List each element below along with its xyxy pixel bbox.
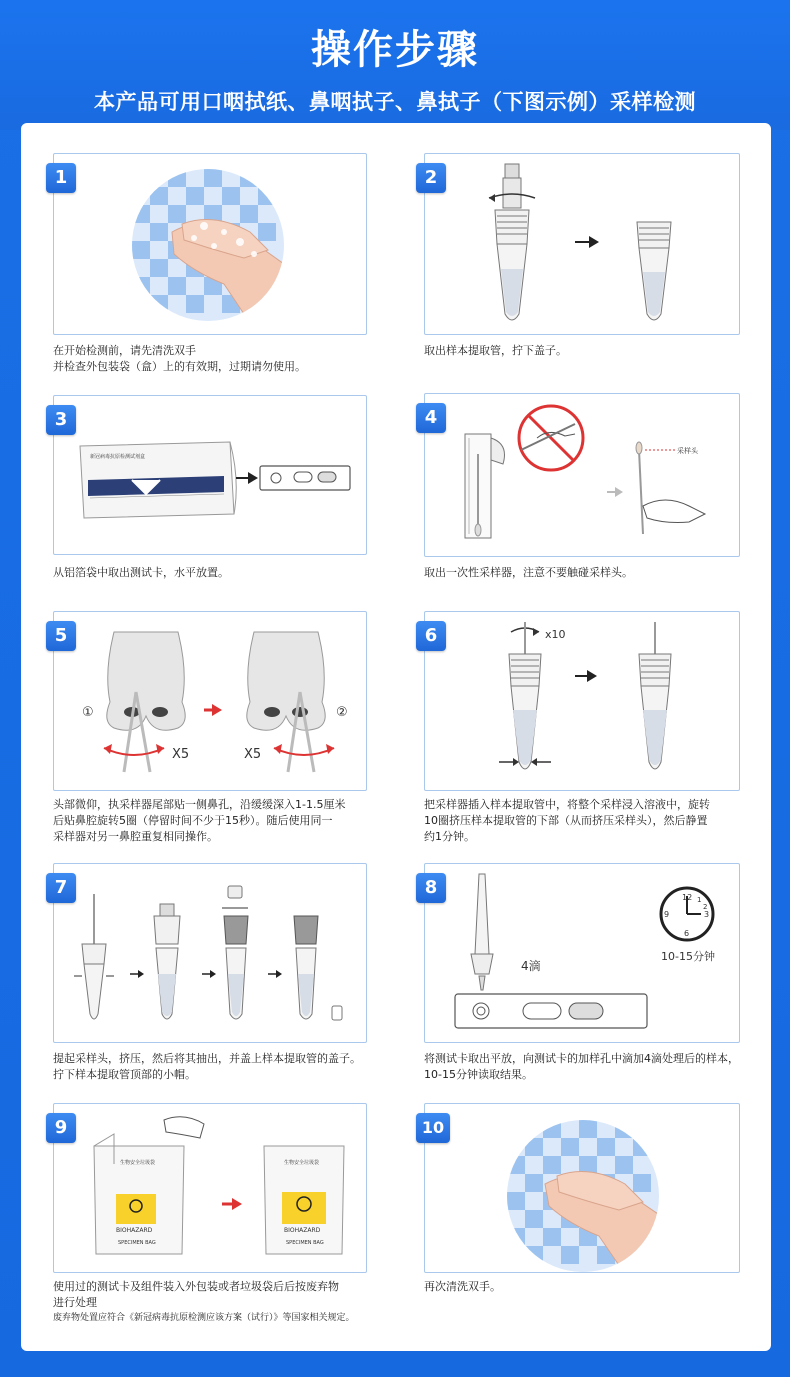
step-3-illustration bbox=[53, 395, 367, 555]
step-5-badge: 5 bbox=[46, 621, 76, 651]
svg-text:12: 12 bbox=[682, 893, 693, 902]
step-8-illustration bbox=[424, 863, 740, 1043]
disposal-note: 废弃物处置应符合《新冠病毒抗原检测应该方案（试行）》等国家相关规定。 bbox=[53, 1313, 355, 1323]
svg-text:1: 1 bbox=[697, 896, 702, 904]
step-3-badge: 3 bbox=[46, 405, 76, 435]
svg-text:X5: X5 bbox=[244, 747, 262, 762]
step-9-caption: 使用过的测试卡及组件装入外包装或者垃圾袋后后按废弃物 进行处理 废弃物处置应符合《新冠病毒抗原检测应该方案（试行）》等国家相关规定。 bbox=[53, 1279, 413, 1325]
page-title: 操作步骤 bbox=[311, 27, 479, 73]
step-7-caption: 提起采样头，挤压，然后将其抽出，并盖上样本提取管的盖子。 拧下样本提取管顶部的小帽。 bbox=[53, 1052, 361, 1081]
svg-text:采样头: 采样头 bbox=[677, 447, 698, 455]
step-4-illustration bbox=[424, 393, 740, 557]
step-2-badge: 2 bbox=[416, 163, 446, 193]
svg-text:3: 3 bbox=[704, 910, 710, 919]
step-4-caption: 取出一次性采样器，注意不要触碰采样头。 bbox=[424, 566, 633, 579]
step-9-illustration bbox=[53, 1103, 367, 1273]
step-5-illustration bbox=[53, 611, 367, 791]
svg-text:BIOHAZARD: BIOHAZARD bbox=[116, 1227, 153, 1234]
step-1-badge: 1 bbox=[46, 163, 76, 193]
svg-text:2: 2 bbox=[703, 903, 708, 911]
svg-text:SPECIMEN BAG: SPECIMEN BAG bbox=[286, 1240, 324, 1246]
step-6-badge: 6 bbox=[416, 621, 446, 651]
step-9-badge: 9 bbox=[46, 1113, 76, 1143]
step-5-caption: 头部微仰，执采样器尾部贴一侧鼻孔，沿缓缓深入1-1.5厘米 后贴鼻腔旋转5圈（停留时间不少于15秒）。随后使用同一 采样器对另一鼻腔重复相同操作。 bbox=[53, 798, 346, 843]
step-8-caption: 将测试卡取出平放，向测试卡的加样孔中滴加4滴处理后的样本， 10-15分钟读取结果。 bbox=[424, 1052, 739, 1081]
step-6-caption: 把采样器插入样本提取管中，将整个采样浸入溶液中，旋转 10圈挤压样本提取管的下部（从而挤压采样头），然后静置 约1分钟。 bbox=[424, 798, 710, 843]
step-7-badge: 7 bbox=[46, 873, 76, 903]
steps-panel bbox=[21, 123, 771, 1351]
svg-text:①: ① bbox=[82, 705, 94, 720]
step-2-caption: 取出样本提取管，拧下盖子。 bbox=[424, 344, 567, 357]
svg-text:10-15分钟: 10-15分钟 bbox=[661, 950, 715, 963]
step-7-illustration bbox=[53, 863, 367, 1043]
step-1-illustration bbox=[53, 153, 367, 335]
step-8-badge: 8 bbox=[416, 873, 446, 903]
step-10-illustration bbox=[424, 1103, 740, 1273]
svg-text:9: 9 bbox=[664, 910, 670, 919]
step-3-caption: 从铝箔袋中取出测试卡，水平放置。 bbox=[53, 566, 229, 579]
page-subtitle: 本产品可用口咽拭纸、鼻咽拭子、鼻拭子（下图示例）采样检测 bbox=[94, 90, 696, 114]
svg-text:4滴: 4滴 bbox=[521, 959, 541, 973]
svg-text:②: ② bbox=[336, 705, 348, 720]
svg-text:X5: X5 bbox=[172, 747, 190, 762]
svg-text:6: 6 bbox=[684, 929, 690, 938]
step-2-illustration bbox=[424, 153, 740, 335]
svg-text:BIOHAZARD: BIOHAZARD bbox=[284, 1227, 321, 1234]
step-10-caption: 再次清洗双手。 bbox=[424, 1280, 501, 1293]
step-10-badge: 10 bbox=[416, 1113, 450, 1143]
step-1-caption: 在开始检测前，请先清洗双手 并检查外包装袋（盒）上的有效期，过期请勿使用。 bbox=[53, 344, 306, 373]
svg-text:生物安全垃圾袋: 生物安全垃圾袋 bbox=[284, 1160, 320, 1166]
svg-text:新冠病毒抗原检测试剂盒: 新冠病毒抗原检测试剂盒 bbox=[90, 454, 146, 460]
svg-text:生物安全垃圾袋: 生物安全垃圾袋 bbox=[120, 1160, 156, 1166]
svg-text:SPECIMEN BAG: SPECIMEN BAG bbox=[118, 1240, 156, 1246]
svg-text:x10: x10 bbox=[545, 628, 566, 641]
step-4-badge: 4 bbox=[416, 403, 446, 433]
step-6-illustration bbox=[424, 611, 740, 791]
